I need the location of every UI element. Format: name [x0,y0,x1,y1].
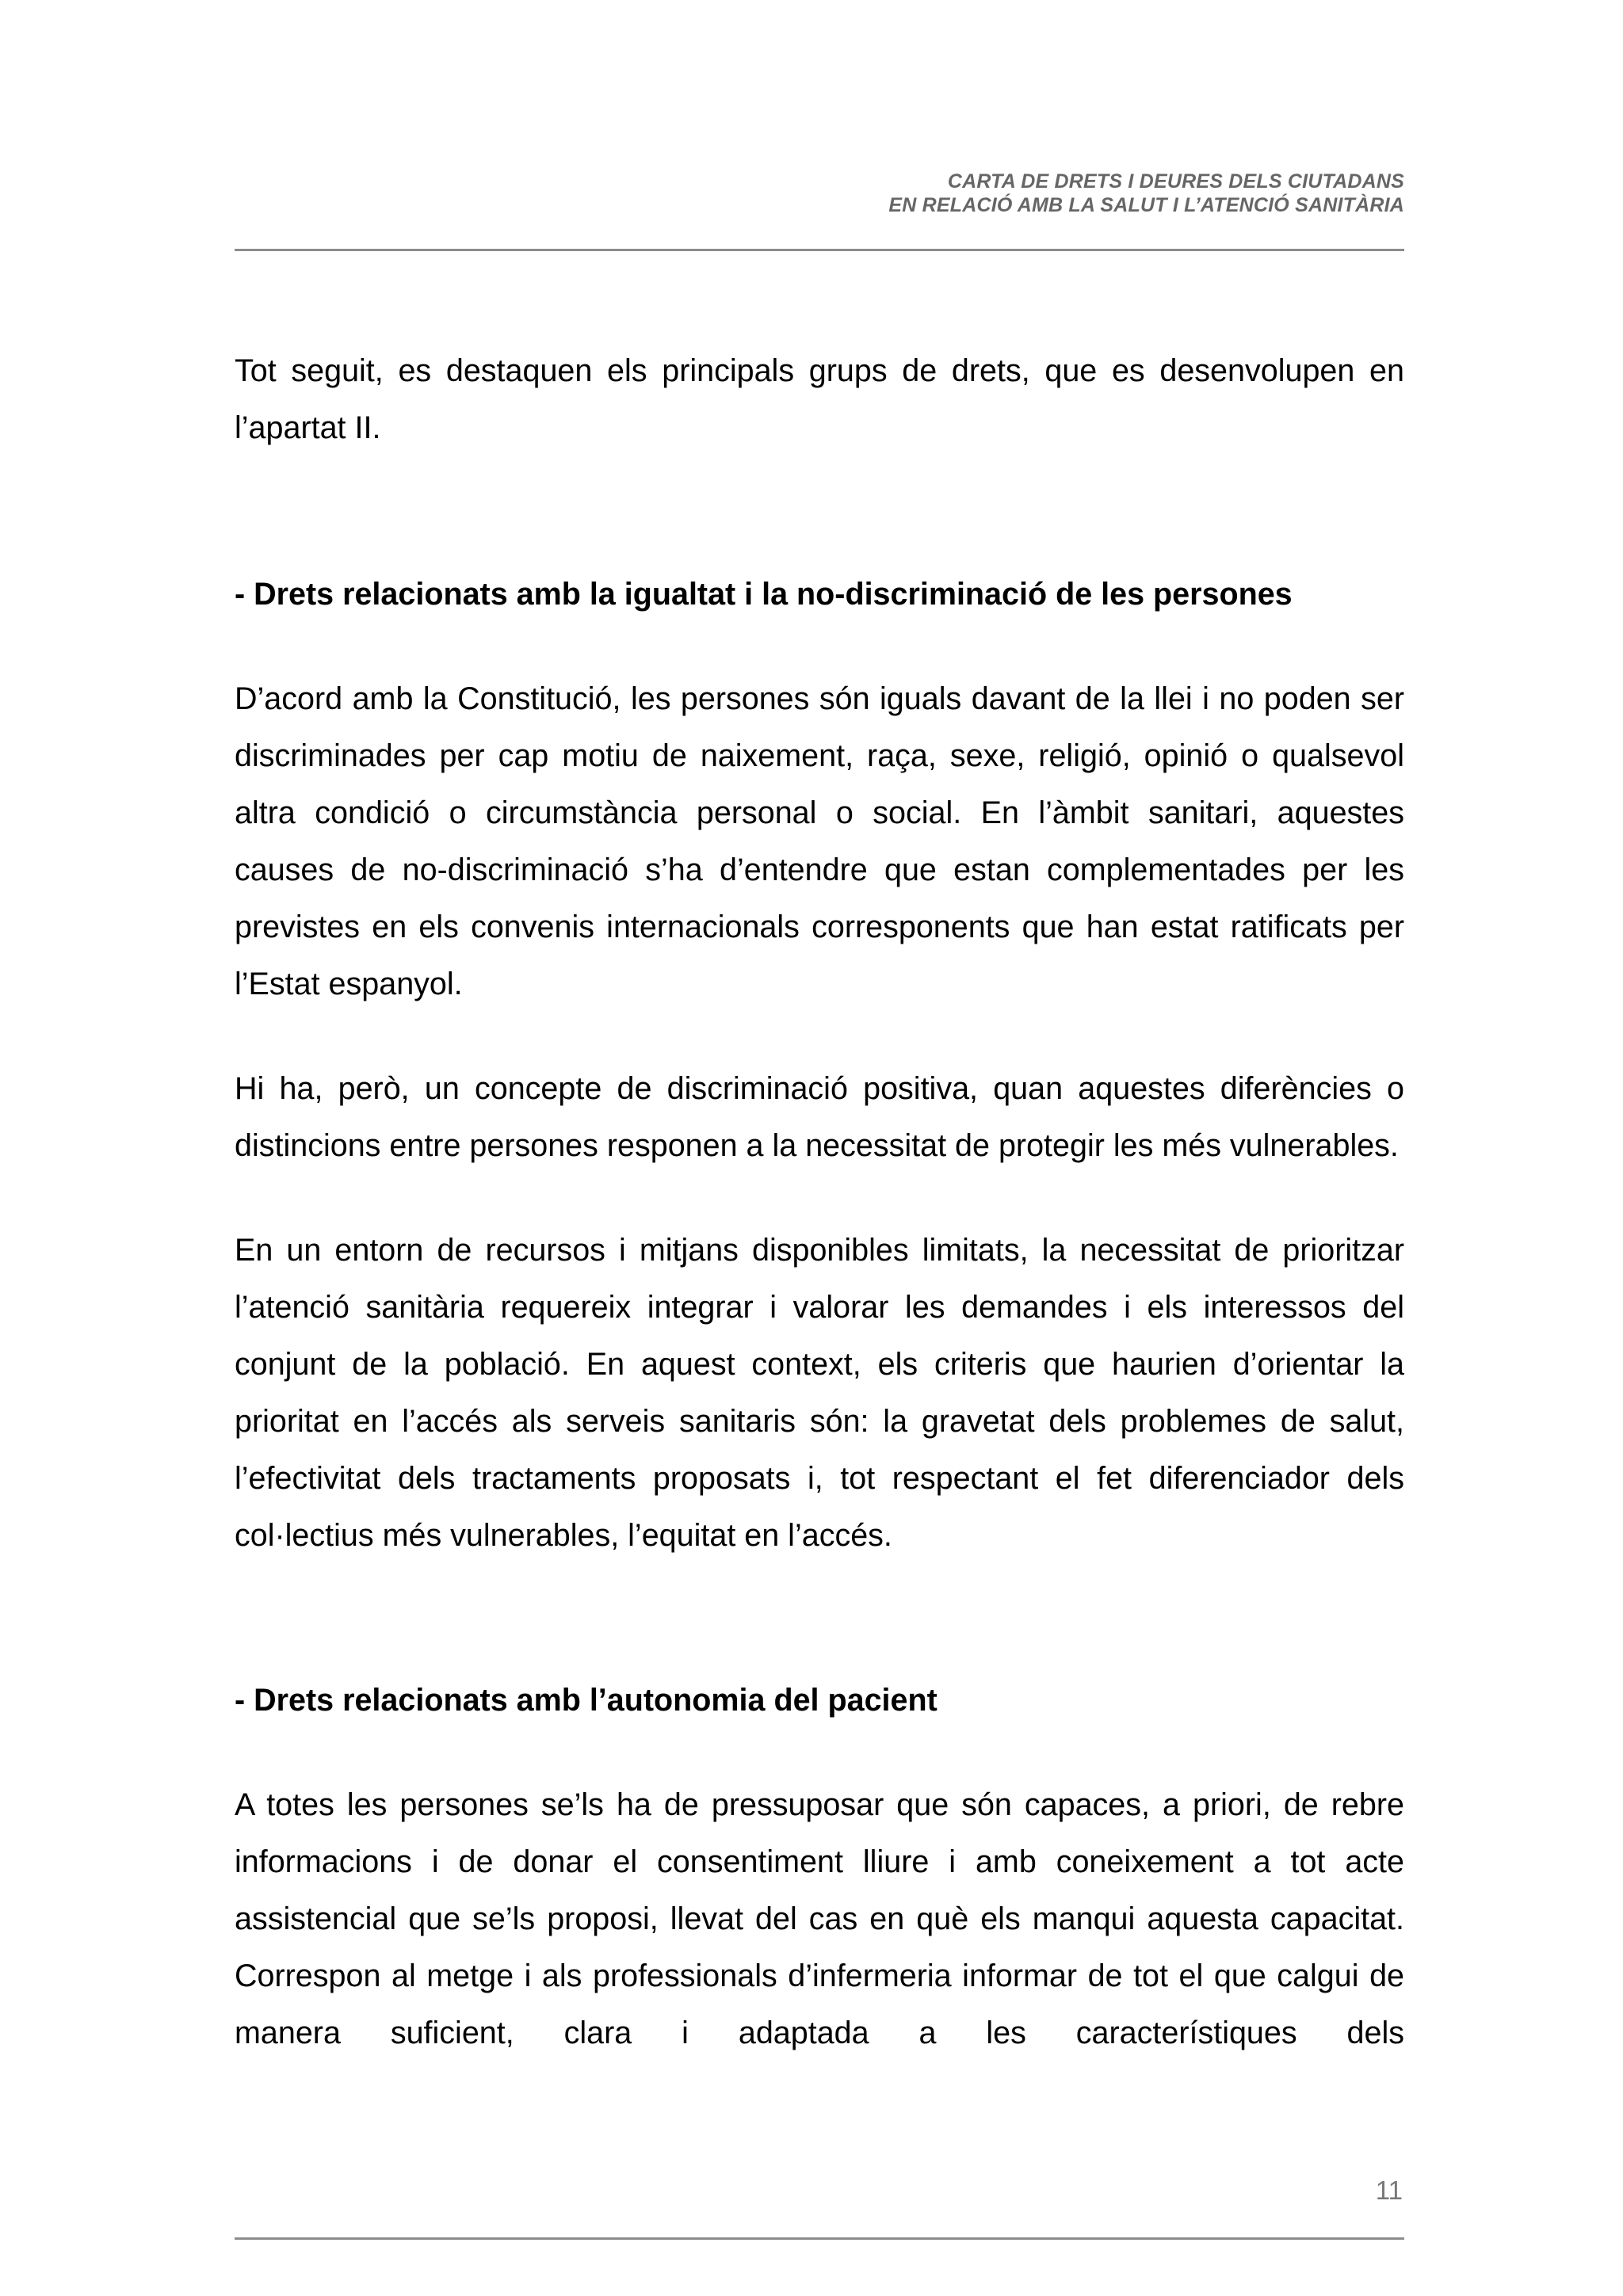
running-header-line-1: CARTA DE DRETS I DEURES DELS CIUTADANS [947,170,1404,193]
running-header [235,170,1404,217]
paragraph-equality-3: En un entorn de recursos i mitjans disponibles limitats, la necessitat de prioritzar l’atenció sanitària requereix integrar i valorar les demandes i els interessos del conjunt de la població. En aquest context, els criteris que haurien d’orientar la prioritat en l’accés als serveis sanitaris són: la gravetat dels problemes de salut, l’efectivitat dels tractaments proposats i, tot respectant el fet diferenciador dels col·lectius més vulnerables, l’equitat en l’accés. [235,1233,1404,1553]
paragraph-autonomy-1: A totes les persones se’ls ha de pressuposar que són capaces, a priori, de rebre informacions i de donar el consentiment lliure i amb coneixement a tot acte assistencial que se’ls proposi, llevat del cas en què els manqui aquesta capacitat. Correspon al metge i als professionals d’infermeria informar de tot el que calgui de manera suficient, clara i adaptada a les característiques dels [235,1787,1404,2050]
paragraph-equality-2: Hi ha, però, un concepte de discriminació positiva, quan aquestes diferències o distincions entre persones responen a la necessitat de protegir les més vulnerables. [235,1071,1404,1163]
section-heading-equality: - Drets relacionats amb la igualtat i la no-discriminació de les persones [235,577,1293,612]
running-header-line-2: EN RELACIÓ AMB LA SALUT I L’ATENCIÓ SANITÀRIA [888,194,1404,216]
intro-paragraph: Tot seguit, es destaquen els principals grups de drets, que es desenvolupen en l’apartat II. [235,353,1404,445]
page-body [235,342,1404,2061]
paragraph-equality-1: D’acord amb la Constitució, les persones són iguals davant de la llei i no poden ser discriminades per cap motiu de naixement, raça, sexe, religió, opinió o qualsevol altra condició o circumstància personal o social. En l’àmbit sanitari, aquestes causes de no-discriminació s’ha d’entendre que estan complementades per les previstes en els convenis internacionals corresponents que han estat ratificats per l’Estat espanyol. [235,681,1404,1001]
footer-divider [235,2237,1404,2240]
section-heading-autonomy: - Drets relacionats amb l’autonomia del pacient [235,1683,938,1718]
header-divider [235,249,1404,251]
page-number: 11 [1375,2176,1403,2205]
